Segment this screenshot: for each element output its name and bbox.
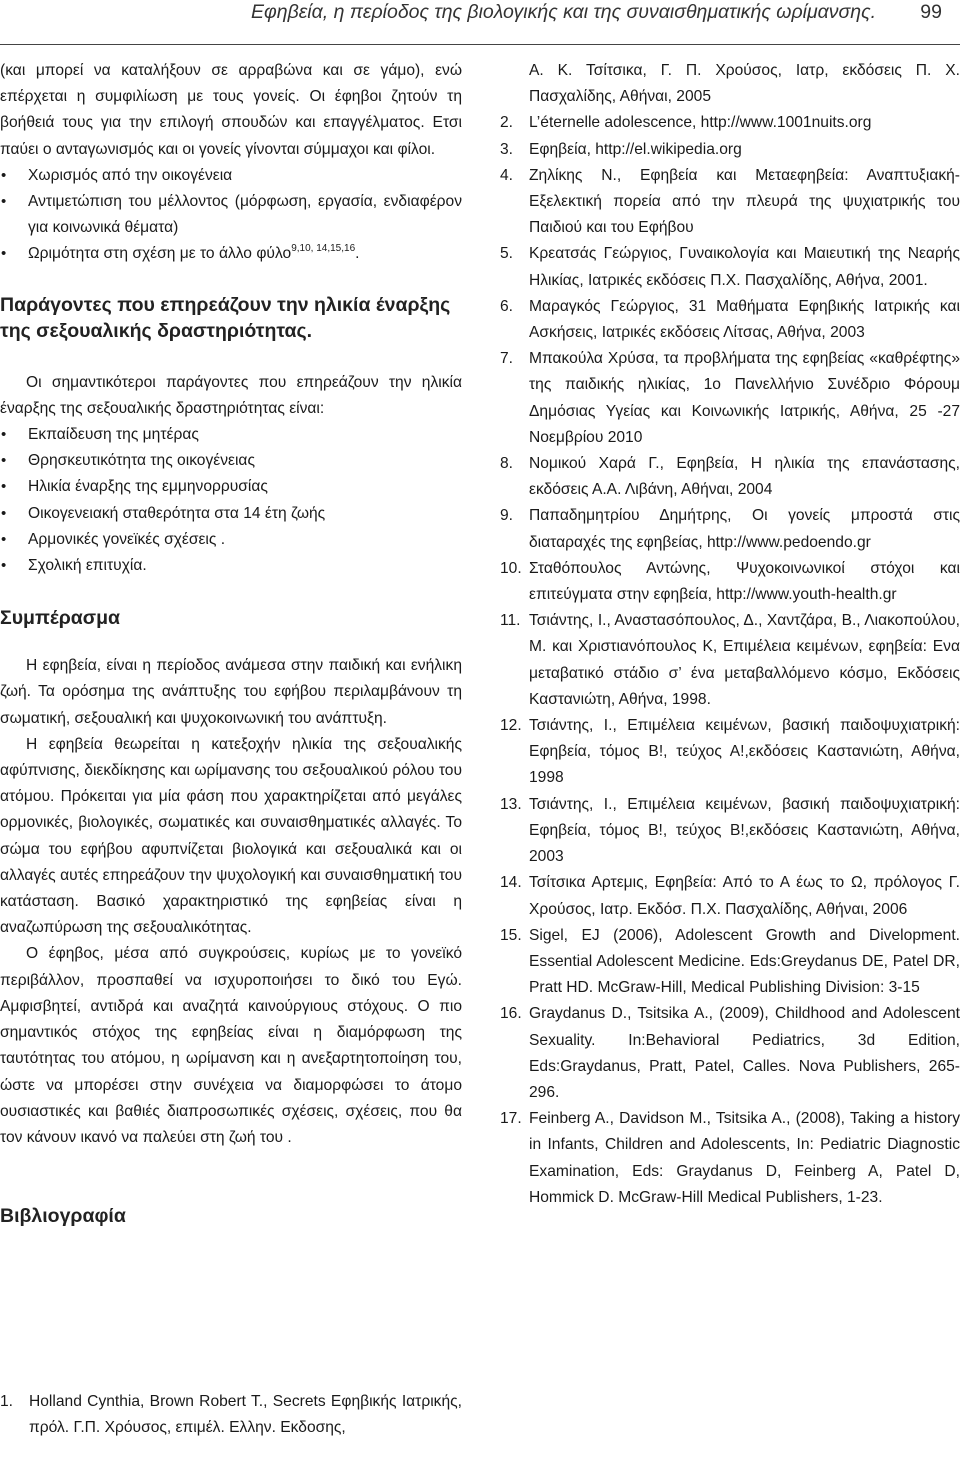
conclusion-paragraph: Η εφηβεία θεωρείται η κατεξοχήν ηλικία της σεξουαλικής αφύπνισης, διεκδίκησης και ωρίμανσης του σεξουαλικού ρόλου του ατόμου. Πρόκειται για μία φάση που χαρακτηρίζεται από μεγάλες ορμονικές, βιολογικές, σωματικές και συναισθηματικές αλλαγές. Το σώμα του εφήβου αφυπνίζεται βιολογικά και σεξουαλικά και οι αλλαγές αυτές επηρεάζουν την ψυχολογική και συναισθηματική του κατάσταση. Βασικό χαρακτηριστικό της εφηβείας είναι η αναζωπύρωση της σεξουαλικότητας. xyxy=(0,735,462,937)
section-heading-bibliography: Βιβλιογραφία xyxy=(0,1205,126,1228)
reference-number: 2. xyxy=(500,114,514,132)
factors-bullet-list xyxy=(0,422,462,579)
conclusion-paragraph: Ο έφηβος, μέσα από συγκρούσεις, κυρίως με το γονεϊκό περιβάλλον, προσπαθεί να ισχυροποιήσει το δικό του Εγώ. Αμφισβητεί, αντιδρά και αναζητά καινούργιους στόχους. Ο πιο σημαντικός στόχος της εφηβείας είναι η διαμόρφωση της ταυτότητας του ατόμου, η ωρίμανση και η ανεξαρτητοποίηση του, ώστε να μπορέσει στην συνέχεια να διαμορφώσει το άτομο ουσιαστικές και βαθιές διαπροσωπικές σχέσεις, σχέσεις, που θα τον κάνουν ικανό να παλεύει στη ζωή του . xyxy=(0,945,462,1146)
reference-item: 3. Εφηβεία, http://el.wikipedia.org xyxy=(500,137,960,163)
page-number: 99 xyxy=(920,1,942,23)
bullet-icon: • xyxy=(1,478,7,496)
bullet-icon: • xyxy=(1,245,7,263)
reference-number: 15. xyxy=(500,926,522,944)
bullet-icon: • xyxy=(1,504,7,522)
reference-number: 16. xyxy=(500,1005,522,1023)
reference-list xyxy=(0,1389,462,1441)
reference-item: 8. Νομικού Χαρά Γ., Εφηβεία, Η ηλικία της επανάστασης, εκδόσεις Α.Α. Λιβάνη, Αθήναι, 2004 xyxy=(500,451,960,503)
list-item: • Αντιμετώπιση του μέλλοντος (μόρφωση, εργασία, ενδιαφέρον για κοινωνικά θέματα) xyxy=(0,189,462,241)
reference-continuation: Α. Κ. Τσίτσικα, Γ. Π. Χρούσος, Ιατρ, εκδόσεις Π. Χ. Πασχαλίδης, Αθήναι, 2005 xyxy=(529,62,960,106)
reference-item: 7. Μπακούλα Χρύσα, τα προβλήματα της εφηβείας «καθρέφτης» της παιδικής ηλικίας, 1ο Πανελλήνιο Συνέδριο Φόρουμ Δημόσιας Υγείας και Κοινωνικής Ιατρικής, Αθήνα, 25 -27 Νοεμβρίου 2010 xyxy=(500,346,960,451)
reference-item: 17. Feinberg A., Davidson M., Tsitsika A., (2008), Taking a history in Infants, Children and Adolescents, In: Pediatric Diagnostic Examination, Eds: Graydanus D, Feinberg A, Patel D, Hommick D. McGraw-Hill Medical Publishers, 1-23. xyxy=(500,1106,960,1211)
reference-number: 11. xyxy=(500,612,521,630)
reference-item: 15. Sigel, EJ (2006), Adolescent Growth and Divelopment. Essential Adolescent Medicine. Eds:Greydanus DE, Patel DR, Pratt HD. McGraw-Hill, Medical Publishing Division: 3-15 xyxy=(500,923,960,1002)
list-item: • Εκπαίδευση της μητέρας xyxy=(0,422,462,448)
reference-item: 10. Σταθόπουλος Αντώνης, Ψυχοκοινωνικοί στόχοι και επιτεύγματα στην εφηβεία, http://www.youth-health.gr xyxy=(500,556,960,608)
running-title: Εφηβεία, η περίοδος της βιολογικής και της συναισθηματικής ωρίμανσης. xyxy=(251,1,876,23)
list-item: • Αρμονικές γονεϊκές σχέσεις . xyxy=(0,527,462,553)
reference-item: 1. Holland Cynthia, Brown Robert T., Secrets Εφηβικής Ιατρικής, πρόλ. Γ.Π. Χρόυσος, επιμέλ. Ελλην. Εκδοσης, xyxy=(0,1389,462,1441)
reference-number: 13. xyxy=(500,795,522,813)
reference-number: 4. xyxy=(500,166,514,184)
reference-item: 16. Graydanus D., Tsitsika A., (2009), Childhood and Adolescent Sexuality. In:Behavioral Pediatrics, 3d Edition, Eds:Graydanus, Pratt, Patel, Calles. Nova Publishers, 265-296. xyxy=(500,1001,960,1106)
development-bullet-list xyxy=(0,163,462,268)
reference-number: 14. xyxy=(500,874,522,892)
reference-number: 9. xyxy=(500,507,514,525)
list-item: • Ωριμότητα στη σχέση με το άλλο φύλο$^{9,10, 14,15,16}$. xyxy=(0,241,462,267)
reference-item: 12. Τσιάντης, Ι., Επιμέλεια κειμένων, βασική παιδοψυχιατρική: Εφηβεία, τόμος Β!, τεύχος Α!,εκδόσεις Καστανιώτη, Αθήνα, 1998 xyxy=(500,713,960,792)
bullet-icon: • xyxy=(1,530,7,548)
reference-item: 14. Τσίτσικα Αρτεμις, Εφηβεία: Από το Α έως το Ω, πρόλογος Γ. Χρούσος, Ιατρ. Εκδόσ. Π.Χ. Πασχαλίδης, Αθήναι, 2006 xyxy=(500,870,960,922)
reference-item: 4. Ζηλίκης Ν., Εφηβεία και Μεταεφηβεία: Αναπτυξιακή-Εξελεκτική πορεία από την πλευρά της ψυχιατρικής του Παιδιού και του Εφήβου xyxy=(500,163,960,242)
bullet-icon: • xyxy=(1,557,7,575)
citation-superscript: 9,10, 14,15,16 xyxy=(291,243,356,255)
reference-item: 13. Τσιάντης, Ι., Επιμέλεια κειμένων, βασική παιδοψυχιατρική: Εφηβεία, τόμος Β!, τεύχος Β!,εκδόσεις Καστανιώτη, Αθήνα, 2003 xyxy=(500,792,960,871)
section-heading-factors: Παράγοντες που επηρεάζουν την ηλικία έναρξης της σεξουαλικής δραστηριότητας. xyxy=(0,293,451,342)
list-item: • Σχολική επιτυχία. xyxy=(0,553,462,579)
reference-number: 8. xyxy=(500,455,514,473)
left-column xyxy=(0,58,462,1253)
bullet-icon: • xyxy=(1,166,7,184)
section-heading-conclusion: Συμπέρασμα xyxy=(0,607,121,630)
conclusion-paragraph: Η εφηβεία, είναι η περίοδος ανάμεσα στην παιδική και ενήλικη ζωή. Τα ορόσημα της ανάπτυξης του εφήβου περιλαμβάνουν τη σωματική, σεξουαλική και ψυχοκοινωνική του ανάπτυξη. xyxy=(0,657,462,727)
reference-number: 3. xyxy=(500,140,514,158)
reference-number: 7. xyxy=(500,350,514,368)
factors-intro: Οι σημαντικότεροι παράγοντες που επηρεάζουν την ηλικία έναρξης της σεξουαλικής δραστηριότητας είναι: xyxy=(0,373,462,417)
reference-number: 1. xyxy=(0,1393,14,1410)
reference-number: 10. xyxy=(500,559,522,577)
reference-number: 17. xyxy=(500,1110,522,1128)
bullet-icon: • xyxy=(1,193,7,211)
reference-list xyxy=(500,110,960,1211)
bibliography-left xyxy=(0,1389,462,1441)
reference-number: 5. xyxy=(500,245,514,263)
list-item: • Χωρισμός από την οικογένεια xyxy=(0,163,462,189)
bullet-icon: • xyxy=(1,452,7,470)
reference-item: 6. Μαραγκός Γεώργιος, 31 Μαθήματα Εφηβικής Ιατρικής και Ασκήσεις, Ιατρικές εκδόσεις Λίτσας, Αθήνα, 2003 xyxy=(500,294,960,346)
reference-item: 11. Τσιάντης, Ι., Αναστασόπουλος, Δ., Χαντζάρα, Β., Λιακοπούλου, Μ. και Χριστιανόπουλος Κ, Επιμέλεια κειμένων, εφηβεία: Ενα μεταβατικό στάδιο σ’ ένα μεταβαλλόμενο κόσμο, Εκδόσεις Καστανιώτη, Αθήνα, 1998. xyxy=(500,608,960,713)
reference-item: 5. Κρεατσάς Γεώργιος, Γυναικολογία και Μαιευτική της Νεαρής Ηλικίας, Ιατρικές εκδόσεις Π.Χ. Πασχαλίδης, Αθήνα, 2001. xyxy=(500,241,960,293)
right-column xyxy=(500,58,960,1211)
intro-paragraph: (και μπορεί να καταλήξουν σε αρραβώνα και σε γάμο), ενώ επέρχεται η συμφιλίωση με τους γονείς. Οι έφηβοι ζητούν τη βοήθειά τους για την επιλογή σπουδών και επαγγέλματος. Ετσι παύει ο ανταγωνισμός και οι γονείς γίνονται σύμμαχοι και φίλοι. xyxy=(0,62,462,158)
reference-item: 9. Παπαδημητρίου Δημήτρης, Οι γονείς μπροστά στις διαταραχές της εφηβείας, http://www.pedoendo.gr xyxy=(500,503,960,555)
bullet-icon: • xyxy=(1,426,7,444)
reference-number: 12. xyxy=(500,717,522,735)
list-item: • Ηλικία έναρξης της εμμηνορρυσίας xyxy=(0,474,462,500)
running-header xyxy=(0,0,960,45)
reference-item: 2. L’éternelle adolescence, http://www.1001nuits.org xyxy=(500,110,960,136)
list-item: • Θρησκευτικότητα της οικογένειας xyxy=(0,448,462,474)
reference-number: 6. xyxy=(500,297,514,315)
list-item: • Οικογενειακή σταθερότητα στα 14 έτη ζωής xyxy=(0,501,462,527)
